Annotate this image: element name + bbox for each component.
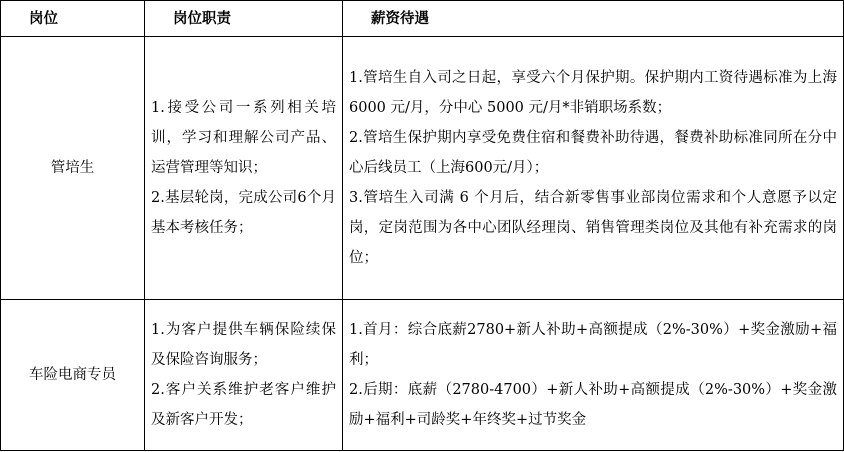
table-header-row	[1, 1, 844, 37]
salary-item: 2.管培生保护期内享受免费住宿和餐费补助待遇，餐费补助标准同所在分中心后线员工（上海600元/月）；	[349, 130, 837, 176]
salary-item: 1.管培生自入司之日起，享受六个月保护期。保护期内工资待遇标准为上海 6000 元/月，分中心 5000 元/月*非销职场系数；	[349, 70, 837, 116]
duty-item: 1.为客户提供车辆保险续保及保险咨询服务；	[151, 322, 336, 368]
duty-item: 2.基层轮岗，完成公司6个月基本考核任务；	[151, 190, 336, 236]
duty-item: 1.接受公司一系列相关培训，学习和理解公司产品、运营管理等知识；	[151, 100, 336, 176]
salary-item: 3.管培生入司满 6 个月后，结合新零售事业部岗位需求和个人意愿予以定岗，定岗范围为各中心团队经理岗、销售管理类岗位及其他有补充需求的岗位；	[349, 190, 837, 266]
position-cell: 车险电商专员	[1, 300, 145, 451]
header-salary: 薪资待遇	[343, 1, 844, 37]
table-row	[1, 37, 844, 300]
position-cell: 管培生	[1, 37, 145, 300]
salary-item: 2.后期：底薪（2780-4700）+新人补助+高额提成（2%-30%）+奖金激励+福利+司龄奖+年终奖+过节奖金	[349, 382, 837, 428]
duties-cell	[145, 37, 343, 300]
salary-cell	[343, 37, 844, 300]
duties-cell	[145, 300, 343, 451]
salary-item: 1.首月：综合底薪2780+新人补助+高额提成（2%-30%）+奖金激励+福利；	[349, 322, 837, 368]
header-position: 岗位	[1, 1, 145, 37]
duty-item: 2.客户关系维护老客户维护及新客户开发；	[151, 382, 336, 428]
salary-cell	[343, 300, 844, 451]
header-duties: 岗位职责	[145, 1, 343, 37]
table-row	[1, 300, 844, 451]
